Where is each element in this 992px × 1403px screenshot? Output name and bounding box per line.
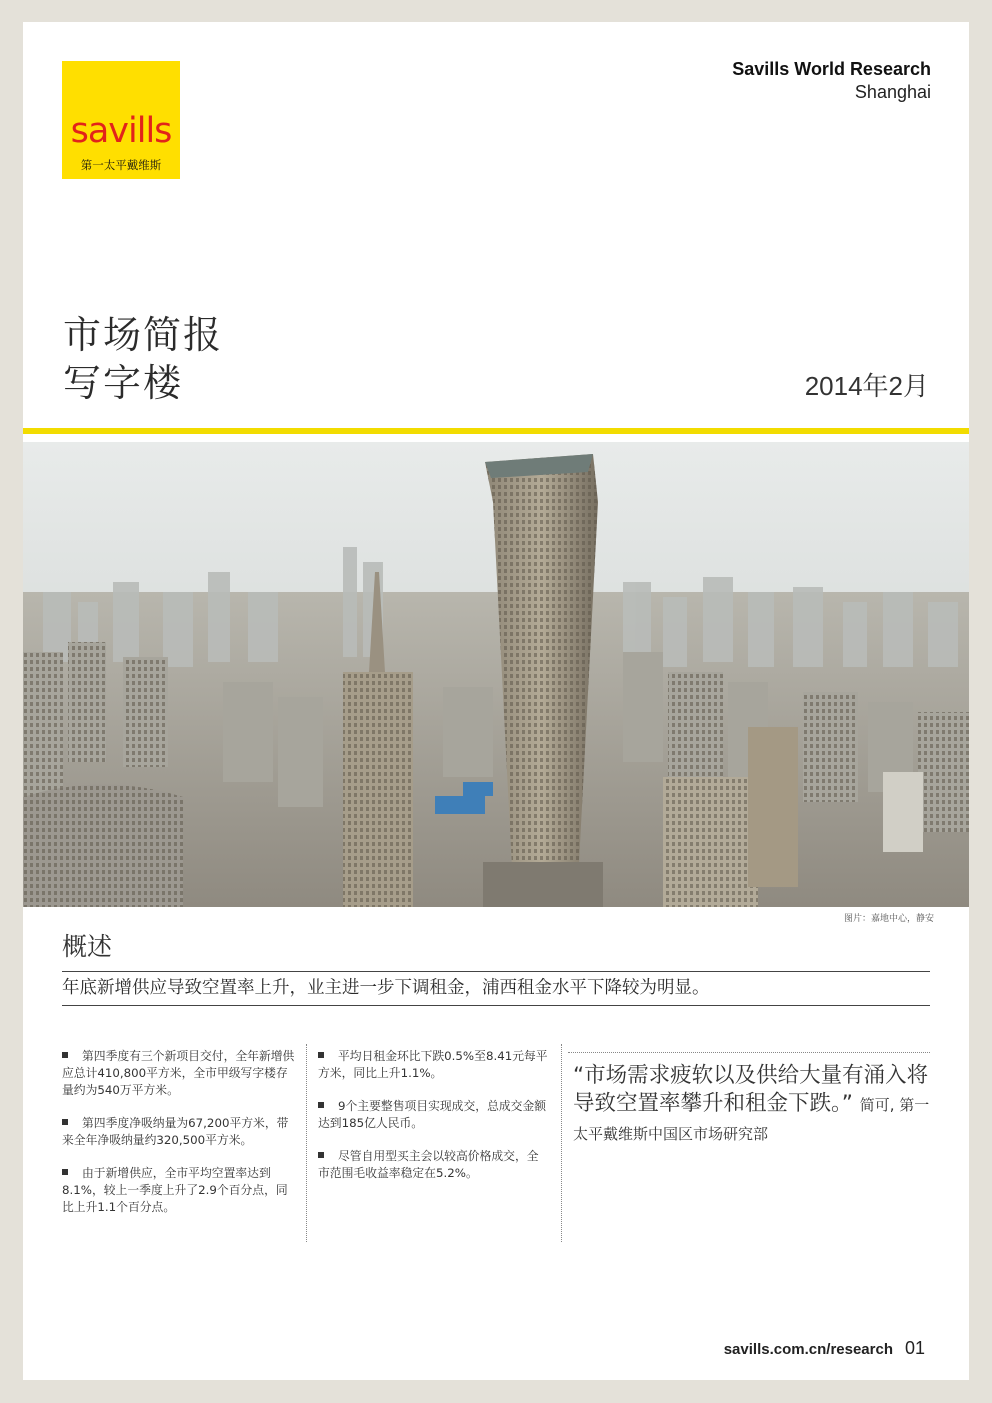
savills-logo (62, 61, 180, 179)
city-skyline-image (23, 442, 969, 907)
research-city: Shanghai (854, 82, 931, 102)
title-divider (23, 428, 969, 434)
headline-top-rule (62, 971, 930, 972)
bullet-icon (62, 1052, 68, 1058)
cover-photo (23, 442, 969, 907)
list-item (62, 1115, 297, 1149)
photo-caption: 图片：嘉地中心，静安 (843, 914, 934, 924)
research-header (732, 58, 931, 104)
report-title (63, 311, 223, 407)
list-item (318, 1148, 548, 1182)
bullet-column-left (62, 1048, 297, 1232)
report-title-line1: 市场简报 (63, 313, 224, 357)
bullet-icon (318, 1052, 324, 1058)
report-date: 2014年2月 (804, 371, 929, 401)
overview-heading: 概述 (62, 932, 113, 961)
column-divider (561, 1044, 562, 1242)
footer-url[interactable]: savills.com.cn/research (723, 1341, 893, 1358)
bullet-text: 由于新增供应，全市平均空置率达到8.1%，较上一季度上升了2.9个百分点，同比上升1.1个百分点。 (62, 1166, 288, 1214)
logo-wordmark: savills (70, 111, 172, 151)
bullet-text: 平均日租金环比下跌0.5%至8.41元每平方米，同比上升1.1%。 (318, 1049, 548, 1080)
logo-subtitle: 第一太平戴维斯 (80, 158, 162, 172)
list-item (62, 1165, 297, 1216)
overview-headline: 年底新增供应导致空置率上升，业主进一步下调租金，浦西租金水平下降较为明显。 (62, 978, 710, 998)
list-item (62, 1048, 297, 1099)
bullet-column-middle (318, 1048, 548, 1198)
bullet-icon (318, 1152, 324, 1158)
quote-divider (568, 1052, 930, 1053)
pull-quote (573, 1062, 933, 1148)
bullet-icon (62, 1119, 68, 1125)
bullet-icon (318, 1102, 324, 1108)
research-title: Savills World Research (732, 59, 931, 79)
column-divider (306, 1044, 307, 1242)
report-title-line2: 写字楼 (63, 361, 184, 405)
headline-bottom-rule (62, 1005, 930, 1006)
report-page (23, 22, 969, 1380)
list-item (318, 1048, 548, 1082)
quote-text: “市场需求疲软以及供给大量有涌入将导致空置率攀升和租金下跌。” (573, 1063, 929, 1116)
list-item (318, 1098, 548, 1132)
bullet-text: 第四季度净吸纳量为67,200平方米，带来全年净吸纳量约320,500平方米。 (62, 1116, 289, 1147)
quote-attribution: 简可, 第一太平戴维斯中国区市场研究部 (573, 1096, 930, 1143)
bullet-text: 9个主要整售项目实现成交，总成交金额达到185亿人民币。 (318, 1099, 547, 1130)
bullet-icon (62, 1169, 68, 1175)
page-number: 01 (904, 1338, 925, 1358)
bullet-text: 尽管自用型买主会以较高价格成交，全市范围毛收益率稳定在5.2%。 (318, 1149, 539, 1180)
bullet-text: 第四季度有三个新项目交付，全年新增供应总计410,800平方米，全市甲级写字楼存量约为540万平方米。 (62, 1049, 295, 1097)
